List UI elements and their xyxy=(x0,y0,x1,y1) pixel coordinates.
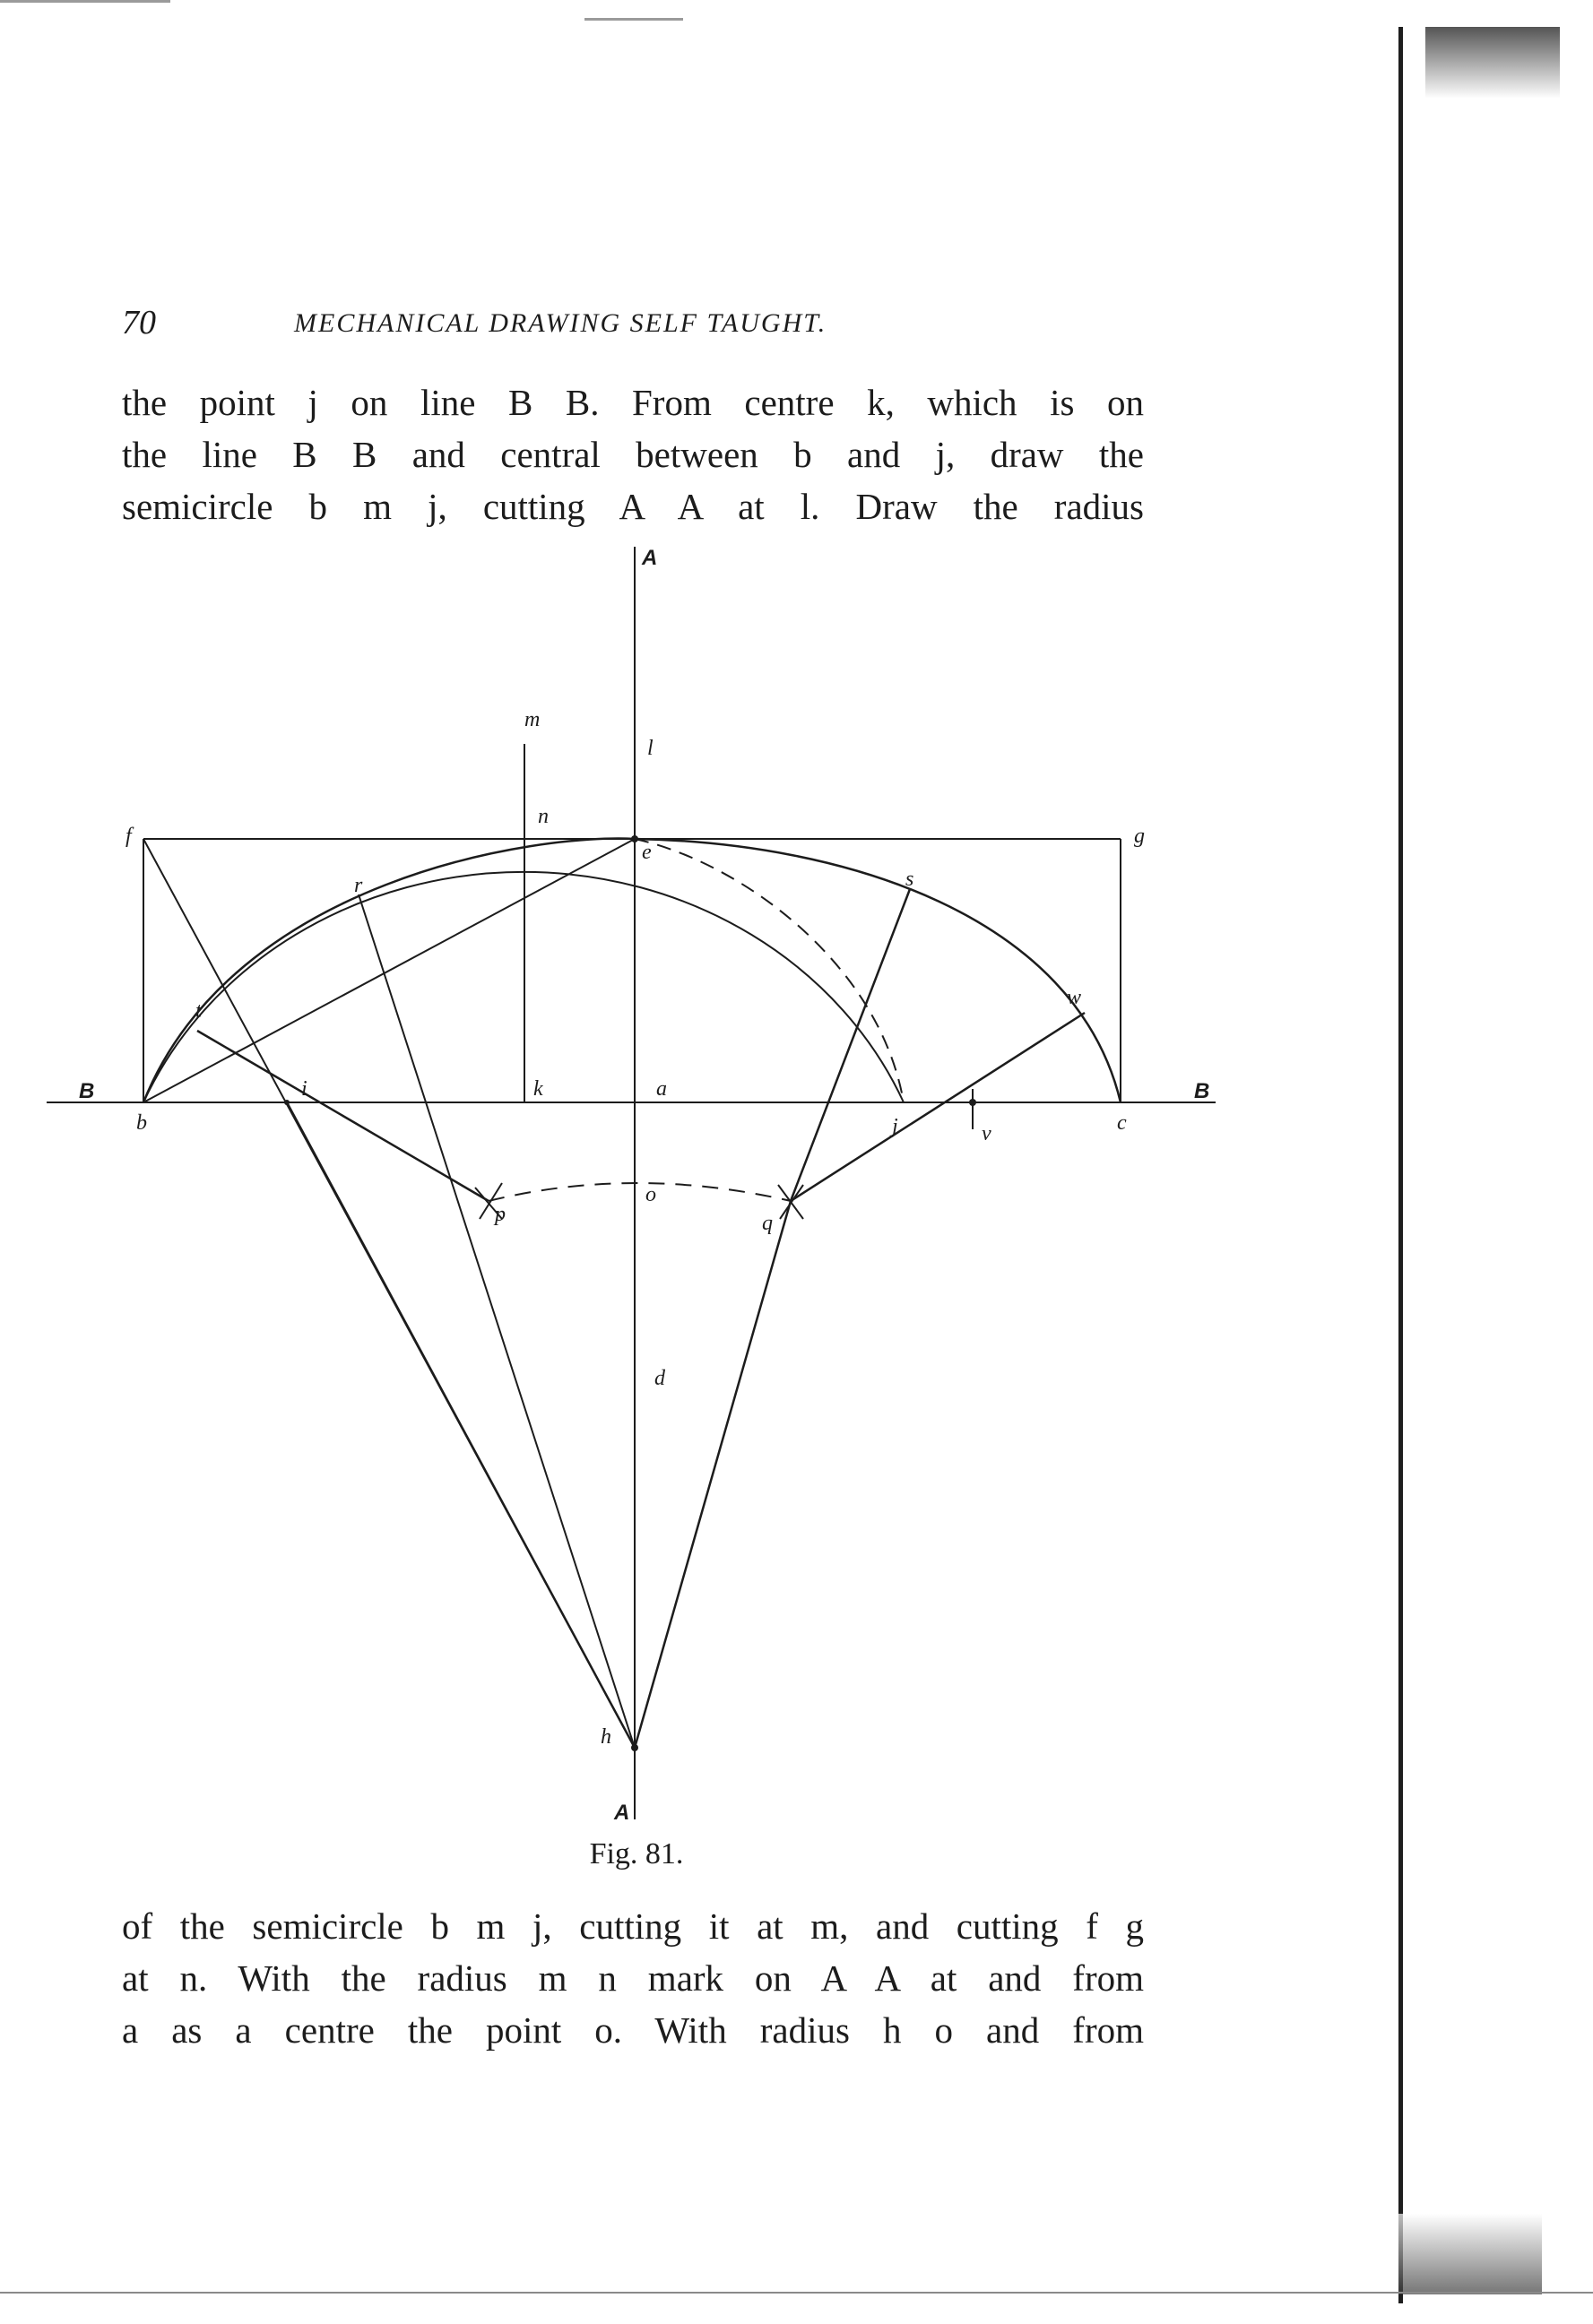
label-d: d xyxy=(654,1367,665,1390)
label-p: p xyxy=(495,1203,506,1226)
text-line: the line B B and central between b and j, draw the xyxy=(122,434,1144,475)
line-sq xyxy=(791,889,910,1201)
line-be xyxy=(143,839,635,1102)
bottom-rule xyxy=(0,2292,1593,2294)
scan-mark xyxy=(584,18,683,21)
label-l: l xyxy=(647,737,654,760)
figure-81 xyxy=(36,538,1255,1837)
label-k: k xyxy=(533,1077,543,1101)
scan-mark xyxy=(1398,2214,1542,2294)
figure-caption: Fig. 81. xyxy=(589,1837,684,1870)
running-head: MECHANICAL DRAWING SELF TAUGHT. xyxy=(294,308,827,338)
label-a: a xyxy=(656,1077,667,1101)
label-v: v xyxy=(982,1122,991,1145)
scan-mark xyxy=(0,0,170,3)
label-s: s xyxy=(905,868,914,891)
text-line: semicircle b m j, cutting A A at l. Draw the radius xyxy=(122,486,1144,527)
label-b: b xyxy=(136,1111,147,1135)
text-line: a as a centre the point o. With radius h o and from xyxy=(122,2009,1144,2051)
scan-mark xyxy=(1398,27,1403,2303)
label-r: r xyxy=(354,874,363,897)
text-paragraph-top xyxy=(122,376,1144,532)
line-qh xyxy=(635,1201,791,1748)
line-wq xyxy=(791,1013,1085,1201)
text-paragraph-bottom xyxy=(122,1900,1144,2056)
label-w: w xyxy=(1067,986,1082,1009)
label-B-right: B xyxy=(1194,1079,1210,1103)
label-h: h xyxy=(601,1725,611,1749)
label-j: j xyxy=(892,1115,898,1138)
label-B-left: B xyxy=(79,1079,95,1103)
text-line: at n. With the radius m n mark on A A at and from xyxy=(122,1957,1144,1999)
label-c: c xyxy=(1117,1111,1127,1135)
scan-mark xyxy=(1425,27,1560,99)
page-header xyxy=(122,303,1144,348)
text-line: of the semicircle b m j, cutting it at m, and cutting f g xyxy=(122,1905,1144,1947)
line-rh xyxy=(359,894,635,1748)
label-i: i xyxy=(301,1077,307,1101)
arc-bec xyxy=(143,839,1121,1102)
dashed-arc-ej xyxy=(635,839,904,1102)
point-h xyxy=(631,1744,638,1751)
line-ih xyxy=(287,1102,635,1748)
label-f: f xyxy=(126,825,132,848)
text-line: the point j on line B B. From centre k, which is on xyxy=(122,382,1144,423)
point-e xyxy=(631,835,638,842)
label-g: g xyxy=(1134,825,1145,848)
label-n: n xyxy=(538,805,549,828)
label-t: t xyxy=(195,999,202,1023)
line-tp xyxy=(197,1031,489,1201)
label-m: m xyxy=(524,708,541,731)
label-o: o xyxy=(645,1183,656,1206)
label-e: e xyxy=(642,841,652,864)
label-A-top: A xyxy=(642,546,658,570)
point-i xyxy=(284,1100,290,1105)
dashed-arc-pq xyxy=(489,1183,791,1201)
label-A-bottom: A xyxy=(614,1801,630,1825)
page-number: 70 xyxy=(122,304,156,341)
geometry-diagram xyxy=(36,538,1255,1837)
point-v xyxy=(969,1099,976,1106)
label-q: q xyxy=(762,1212,773,1235)
